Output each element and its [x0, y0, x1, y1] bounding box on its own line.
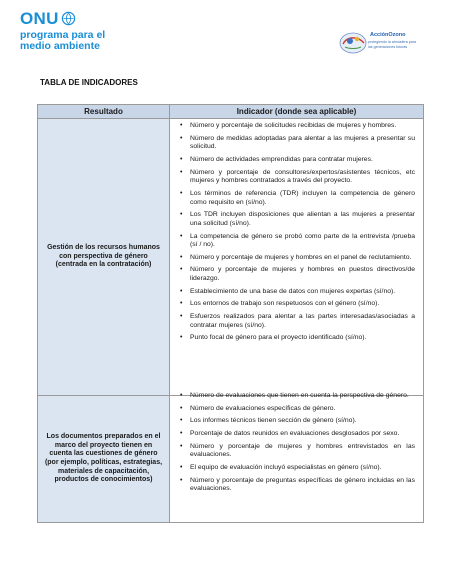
- indicator-item: • Número y porcentaje de preguntas específicas de género incluidas en las evaluaciones.: [190, 477, 415, 494]
- indicator-item: • La competencia de género se probó como parte de la entrevista /prueba (sí / no).: [190, 233, 415, 250]
- indicator-item: • Los TDR incluyen disposiciones que alientan a las mujeres a presentar una solicitud (sí/no).: [190, 211, 415, 228]
- indicator-item: • Los entornos de trabajo son respetuosos con el género (sí/no).: [190, 300, 415, 309]
- indicator-item: • Número y porcentaje de mujeres y hombres en puestos directivos/de liderazgo.: [190, 266, 415, 283]
- result-cell: [38, 119, 170, 395]
- result-cell: [38, 396, 170, 522]
- partner-sub-1: protegiendo la atmósfera para: [368, 40, 416, 44]
- indicator-item: • Número de medidas adoptadas para alentar a las mujeres a presentar su solicitud.: [190, 135, 415, 152]
- indicator-item: • Número de evaluaciones que tienen en cuenta la perspectiva de género.: [190, 392, 415, 401]
- result-text: Gestión de los recursos humanos con perspectiva de género (centrada en la contratación): [47, 244, 160, 269]
- indicator-item: • Establecimiento de una base de datos con mujeres expertas (sí/no).: [190, 288, 415, 297]
- indicator-item: • Número y porcentaje de consultores/expertos/asistentes técnicos, etc mujeres y hombres contratados a través del proyecto.: [190, 169, 415, 186]
- indicator-list: [170, 392, 423, 498]
- indicator-item: • Porcentaje de datos reunidos en evaluaciones desglosados por sexo.: [190, 430, 415, 439]
- program-line-2: medio ambiente: [20, 40, 100, 52]
- indicator-item: • Los informes técnicos tienen sección de género (sí/no).: [190, 417, 415, 426]
- program-line-1: programa para el: [20, 29, 106, 41]
- indicator-item: • Número y porcentaje de mujeres y hombres entrevistados en las evaluaciones.: [190, 443, 415, 460]
- indicator-item: • Los términos de referencia (TDR) incluyen la competencia de género como requisito en (sí/no).: [190, 190, 415, 207]
- column-header-result: Resultado: [38, 105, 170, 119]
- document-title: TABLA DE INDICADORES: [40, 78, 138, 87]
- indicator-item: • Número de evaluaciones específicas de género.: [190, 405, 415, 414]
- result-text: Los documentos preparados en el marco del proyecto tienen en cuenta las cuestiones de género (por ejemplo, políticas, estrategias, materiales de capacitación, productos de conocimientos): [44, 433, 163, 484]
- partner-sub-2: las generaciones futuras: [368, 45, 408, 49]
- indicator-item: • El equipo de evaluación incluyó especialistas en género (sí/no).: [190, 464, 415, 473]
- logo-word: ONU: [20, 9, 59, 28]
- unep-logo: [20, 10, 76, 27]
- indicator-table: [37, 104, 424, 523]
- indicator-item: • Esfuerzos realizados para alentar a las partes interesadas/asociadas a contratar mujeres (sí/no).: [190, 313, 415, 330]
- indicator-item: • Número de actividades emprendidas para contratar mujeres.: [190, 156, 415, 165]
- un-emblem-icon: [61, 11, 76, 26]
- column-header-indicator: Indicador (donde sea aplicable): [170, 105, 423, 119]
- ozonaction-logo: [338, 24, 418, 58]
- indicator-item: • Número y porcentaje de mujeres y hombres en el panel de reclutamiento.: [190, 254, 415, 263]
- indicator-list: [170, 122, 423, 347]
- indicator-item: • Punto focal de género para el proyecto identificado (sí/no).: [190, 334, 415, 343]
- partner-title: AcciónOzono: [370, 32, 406, 38]
- indicator-item: • Número y porcentaje de solicitudes recibidas de mujeres y hombres.: [190, 122, 415, 131]
- ozone-globe-icon: [338, 26, 368, 56]
